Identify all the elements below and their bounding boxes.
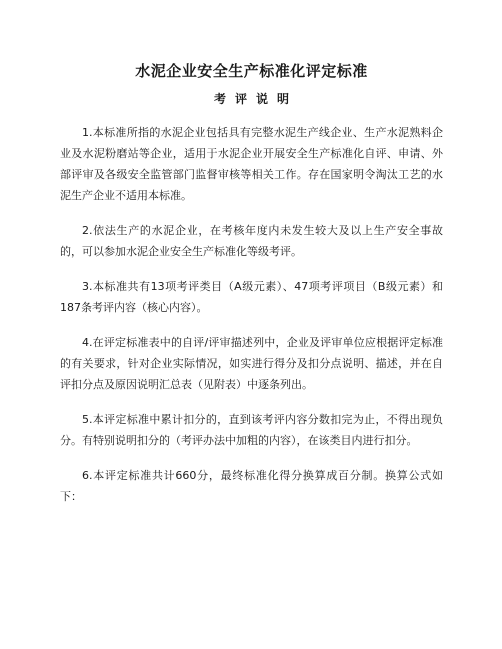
paragraph-1: 1.本标准所指的水泥企业包括具有完整水泥生产线企业、生产水泥熟料企业及水泥粉磨站等企业，适用于水泥企业开展安全生产标准化自评、申请、外部评审及各级安全监管部门监督审核等相关工作。存在国家明令淘汰工艺的水泥生产企业不适用本标准。: [60, 126, 443, 202]
document-title: 水泥企业安全生产标准化评定标准: [135, 62, 368, 80]
document-subtitle: 考评说明: [213, 92, 298, 106]
paragraph-4: 4.在评定标准表中的自评/评审描述列中，企业及评审单位应根据评定标准的有关要求，针对企业实际情况，如实进行得分及扣分点说明、描述，并在自评扣分点及原因说明汇总表（见附表）中逐条列出。: [60, 336, 443, 391]
paragraph-5: 5.本评定标准中累计扣分的，直到该考评内容分数扣完为止，不得出现负分。有特别说明扣分的（考评办法中加粗的内容），在该类目内进行扣分。: [60, 413, 443, 447]
paragraph-2: 2.依法生产的水泥企业，在考核年度内未发生较大及以上生产安全事故的，可以参加水泥企业安全生产标准化等级考评。: [60, 224, 443, 258]
paragraph-6: 6.本评定标准共计660分，最终标准化得分换算成百分制。换算公式如下：: [60, 469, 443, 503]
paragraph-3: 3.本标准共有13项考评类目（A级元素）、47项考评项目（B级元素）和187条考评内容（核心内容）。: [60, 280, 443, 314]
